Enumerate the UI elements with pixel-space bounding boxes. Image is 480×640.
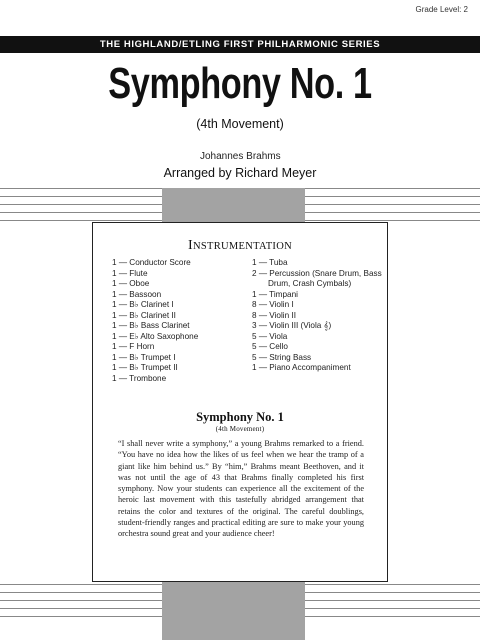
instrument-item: 1 — Bassoon	[112, 289, 162, 299]
instrument-item: 3 — Violin III (Viola 𝄞)	[252, 321, 332, 330]
instrument-item: 1 — B♭ Trumpet II	[112, 363, 178, 372]
description-text: “I shall never write a symphony,” a young Brahms remarked to a friend. “You have no idea how the likes of us feel when we hear the tramp of a giant like him behind us.” By “him,” Brahms meant Beethoven, and it was not until the age of 43 that Brahms finally completed his first symphony. Now your students can experience all the excitement of the heroic last movement with this tastefully abridged arrangement that retains the color and textures of the original. The careful doublings, student-friendly ranges and practical editing are sure to make your young orchestra sound great and your audience cheer!	[118, 439, 364, 539]
instrument-item: 5 — String Bass	[252, 352, 312, 362]
instrument-item: 8 — Violin II	[252, 310, 296, 320]
instrument-item: 5 — Viola	[252, 331, 288, 341]
instrument-item: 1 — Piano Accompaniment	[252, 363, 351, 372]
piece-title: Symphony No. 1	[196, 410, 284, 424]
instrument-item: 1 — B♭ Trumpet I	[112, 352, 176, 362]
grey-band-top	[162, 188, 305, 222]
instrument-item: 1 — Timpani	[252, 289, 298, 299]
instrument-item: 1 — Tuba	[252, 258, 288, 267]
piece-description	[118, 438, 364, 540]
instrument-item-continued: Drum, Crash Cymbals)	[268, 279, 352, 288]
instrument-list-right	[252, 258, 382, 374]
instrument-item: 1 — Oboe	[112, 279, 150, 288]
instrument-item: 1 — F Horn	[112, 342, 155, 351]
piece-subtitle: (4th Movement)	[215, 425, 265, 433]
page-title: Symphony No. 1	[108, 59, 372, 108]
composer-name: Johannes Brahms	[200, 151, 281, 162]
instrument-item: 1 — B♭ Bass Clarinet	[112, 321, 190, 330]
grey-band-bottom	[162, 582, 305, 640]
movement-subtitle: (4th Movement)	[196, 117, 284, 131]
series-title: THE HIGHLAND/ETLING FIRST PHILHARMONIC SERIES	[99, 39, 381, 50]
arranger-credit: Arranged by Richard Meyer	[163, 166, 317, 180]
instrument-item: 5 — Cello	[252, 342, 288, 351]
instrument-item: 2 — Percussion (Snare Drum, Bass	[252, 268, 382, 278]
instrument-item: 1 — B♭ Clarinet II	[112, 310, 176, 320]
instrument-item: 1 — Conductor Score	[112, 258, 191, 267]
instrument-item: 1 — B♭ Clarinet I	[112, 300, 174, 309]
instrument-item: 8 — Violin I	[252, 300, 294, 309]
grade-level: Grade Level: 2	[415, 5, 468, 14]
instrument-item: 1 — E♭ Alto Saxophone	[112, 331, 199, 341]
instrument-item: 1 — Flute	[112, 268, 148, 278]
instrumentation-heading-rest: NSTRUMENTATION	[192, 241, 292, 252]
instrument-list-left	[112, 258, 198, 384]
instrument-item: 1 — Trombone	[112, 373, 167, 383]
series-banner	[0, 36, 480, 53]
instrumentation-heading: INSTRUMENTATION	[188, 238, 292, 253]
